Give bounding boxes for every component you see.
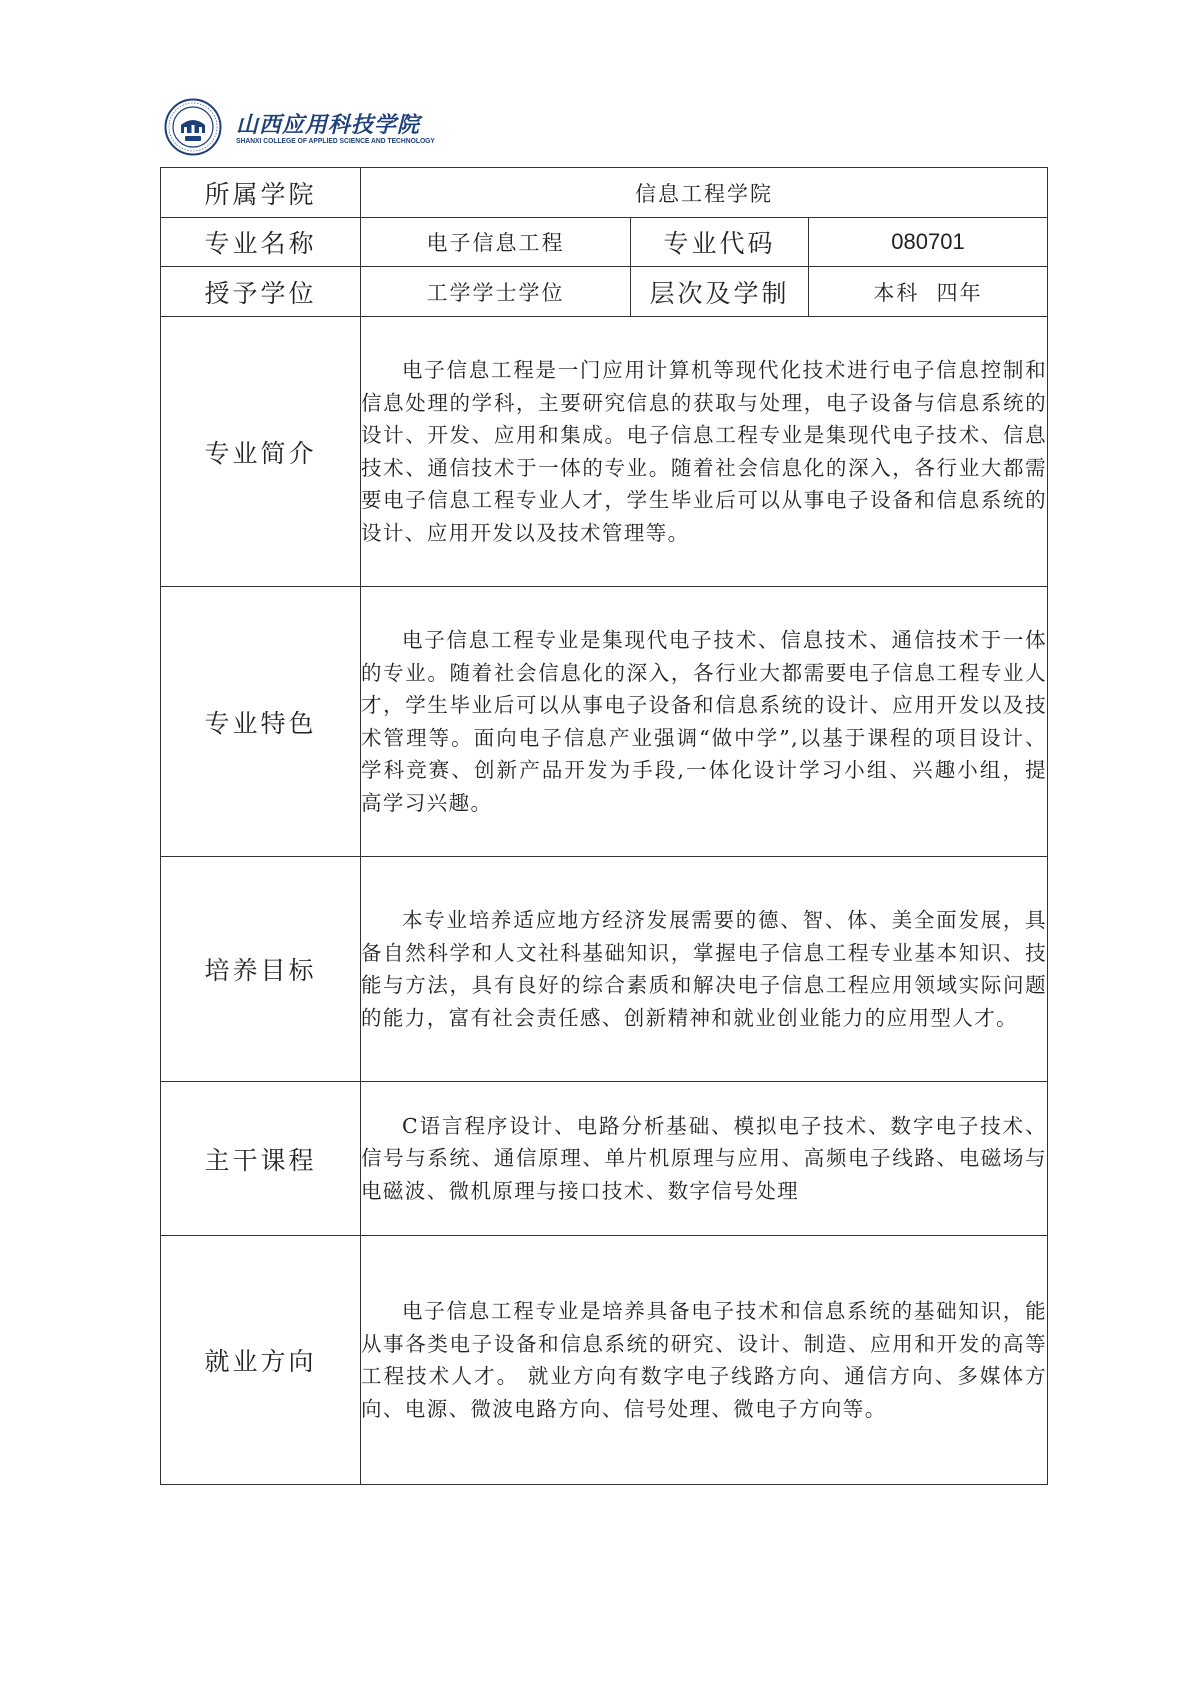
career-label: 就业方向: [161, 1236, 361, 1485]
degree-value: 工学学士学位: [361, 267, 631, 317]
table-row: [161, 1236, 1048, 1485]
college-logo: [164, 98, 435, 158]
major-code-label: 专业代码: [631, 218, 809, 267]
goal-label: 培养目标: [161, 857, 361, 1082]
goal-text: 本专业培养适应地方经济发展需要的德、智、体、美全面发展，具备自然科学和人文社科基础知识，掌握电子信息工程专业基本知识、技能与方法，具有良好的综合素质和解决电子信息工程应用领域实际问题的能力，富有社会责任感、创新精神和就业创业能力的应用型人才。: [361, 857, 1048, 1082]
college-name-en: SHANXI COLLEGE OF APPLIED SCIENCE AND TECHNOLOGY: [236, 138, 435, 145]
major-name-value: 电子信息工程: [361, 218, 631, 267]
table-row: [161, 317, 1048, 587]
table-row: [161, 267, 1048, 317]
intro-label: 专业简介: [161, 317, 361, 587]
major-code-value: 080701: [809, 218, 1048, 267]
table-row: [161, 587, 1048, 857]
career-text: 电子信息工程专业是培养具备电子技术和信息系统的基础知识，能从事各类电子设备和信息系统的研究、设计、制造、应用和开发的高等工程技术人才。 就业方向有数字电子线路方向、通信方向、多媒体方向、电源、微波电路方向、信号处理、微电子方向等。: [361, 1236, 1048, 1485]
course-label: 主干课程: [161, 1082, 361, 1236]
feature-label: 专业特色: [161, 587, 361, 857]
course-text: C语言程序设计、电路分析基础、模拟电子技术、数字电子技术、信号与系统、通信原理、单片机原理与应用、高频电子线路、电磁场与电磁波、微机原理与接口技术、数字信号处理: [361, 1082, 1048, 1236]
major-name-label: 专业名称: [161, 218, 361, 267]
college-value: 信息工程学院: [361, 168, 1048, 218]
level-label: 层次及学制: [631, 267, 809, 317]
level-value: 本科 四年: [809, 267, 1048, 317]
degree-label: 授予学位: [161, 267, 361, 317]
college-name-cn: 山西应用科技学院: [236, 112, 421, 138]
table-row: [161, 218, 1048, 267]
table-row: [161, 168, 1048, 218]
feature-text: 电子信息工程专业是集现代电子技术、信息技术、通信技术于一体的专业。随着社会信息化的深入，各行业大都需要电子信息工程专业人才，学生毕业后可以从事电子设备和信息系统的设计、应用开发以及技术管理等。面向电子信息产业强调“做中学”,以基于课程的项目设计、学科竞赛、创新产品开发为手段,一体化设计学习小组、兴趣小组，提高学习兴趣。: [361, 587, 1048, 857]
table-row: [161, 857, 1048, 1082]
intro-text: 电子信息工程是一门应用计算机等现代化技术进行电子信息控制和信息处理的学科，主要研究信息的获取与处理，电子设备与信息系统的设计、开发、应用和集成。电子信息工程专业是集现代电子技术、信息技术、通信技术于一体的专业。随着社会信息化的深入，各行业大都需要电子信息工程专业人才，学生毕业后可以从事电子设备和信息系统的设计、应用开发以及技术管理等。: [361, 317, 1048, 587]
college-seal-icon: [164, 98, 222, 156]
table-row: [161, 1082, 1048, 1236]
major-info-table: [160, 167, 1048, 1485]
college-label: 所属学院: [161, 168, 361, 218]
